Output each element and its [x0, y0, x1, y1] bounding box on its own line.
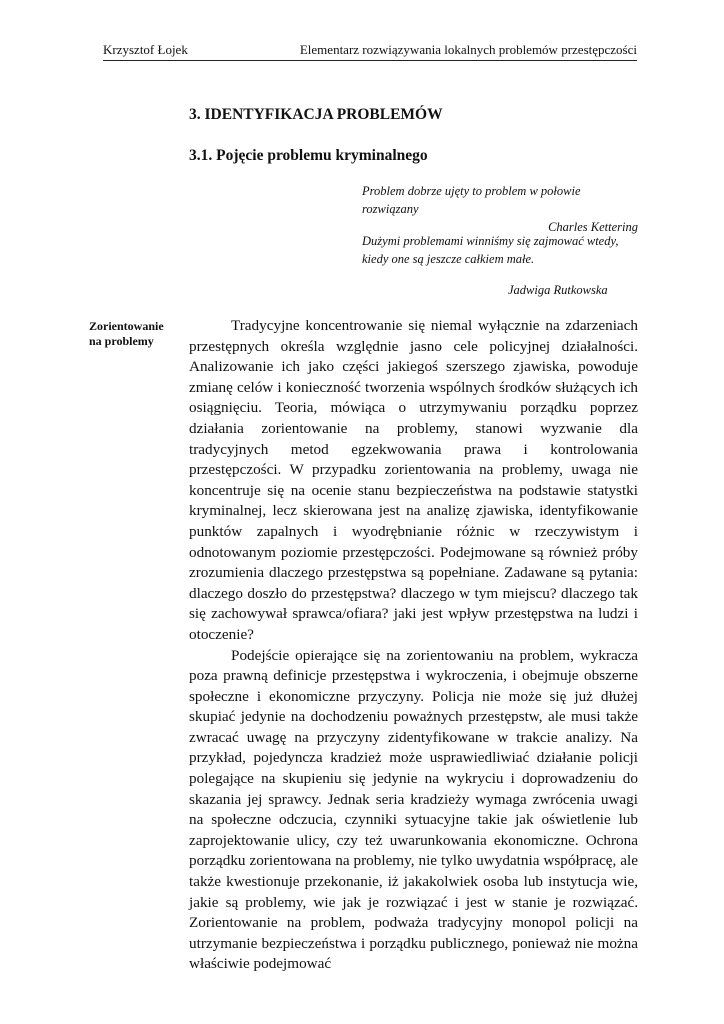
page-header — [103, 40, 637, 61]
epigraph-second-author: Jadwiga Rutkowska — [508, 283, 608, 297]
paragraph-1: Tradycyjne koncentrowanie się niemal wyłącznie na zdarzeniach przestępnych określa względnie jasno cele policyjnej działalności. Analizowanie ich jako części jakiegoś szerszego zjawiska, powoduje zmianę celów i konieczność tworzenia wspólnych środków służących ich osiągnięciu. Teoria, mówiąca o utrzymywaniu porządku poprzez działania zorientowanie na problemy, stanowi wyzwanie dla tradycyjnych metod egzekwowania prawa i kontrolowania przestępczości. W przypadku zorientowania na problemy, uwaga nie koncentruje się na ocenie stanu bezpieczeństwa na podstawie statystki kryminalnej, lecz skierowana jest na analizę zjawiska, identyfikowanie punktów zapalnych i wyodrębnianie różnic w rzeczywistym i odnotowanym poziomie przestępczości. Podejmowane są również próby zrozumienia dlaczego przestępstwa są popełniane. Zadawane są pytania: dlaczego doszło do przestępstwa? dlaczego w tym miejscu? dlaczego tak się zachowywał sprawca/ofiara? jaki jest wpływ przestępstwa na ludzi i otoczenie? — [189, 317, 638, 643]
chapter-heading: 3. IDENTYFIKACJA PROBLEMÓW — [189, 106, 443, 123]
epigraph-second-line2: kiedy one są jeszcze całkiem małe. — [362, 252, 535, 266]
margin-note-line2: na problemy — [89, 334, 154, 348]
epigraph-second-line1: Dużymi problemami winniśmy się zajmować wtedy, — [362, 234, 619, 248]
header-author: Krzysztof Łojek — [103, 42, 188, 57]
margin-note — [89, 319, 179, 349]
section-heading: 3.1. Pojęcie problemu kryminalnego — [189, 147, 428, 164]
epigraph-first-text: Problem dobrze ujęty to problem w połowie rozwiązany — [362, 184, 581, 216]
margin-note-line1: Zorientowanie — [89, 319, 164, 333]
body-text — [189, 316, 638, 975]
epigraph-first — [362, 182, 638, 236]
paragraph-2: Podejście opierające się na zorientowaniu na problem, wykracza poza prawną definicje przestępstwa i wykroczenia, i obejmuje obszerne społeczne i ekonomiczne przyczyny. Policja nie może się już dłużej skupiać jedynie na dochodzeniu poważnych przestępstw, ale musi także zwracać uwagę na przyczyny zidentyfikowane w trakcie analizy. Na przykład, pojedyncza kradzież może usprawiedliwiać działanie policji polegające na skupieniu się jedynie na wykryciu i doprowadzeniu do skazania jej sprawcy. Jednak seria kradzieży wymaga zwrócenia uwagi na społeczne odczucia, czynniki sytuacyjne takie jak oświetlenie lub zaprojektowanie ulicy, czy też uwarunkowania ekonomiczne. Ochrona porządku zorientowana na problemy, nie tylko uwydatnia współpracę, ale także kwestionuje przekonanie, iż jakakolwiek osoba lub instytucja wie, jakie są problemy, wie jak je rozwiązać i jest w stanie je rozwiązać. Zorientowanie na problem, podważa tradycyjny monopol policji na utrzymanie bezpieczeństwa i porządku publicznego, ponieważ nie można właściwie podejmować — [189, 646, 638, 973]
epigraph-second — [362, 232, 638, 268]
epigraph-first-author: Charles Kettering — [548, 220, 638, 234]
header-title: Elementarz rozwiązywania lokalnych problemów przestępczości — [299, 42, 637, 57]
